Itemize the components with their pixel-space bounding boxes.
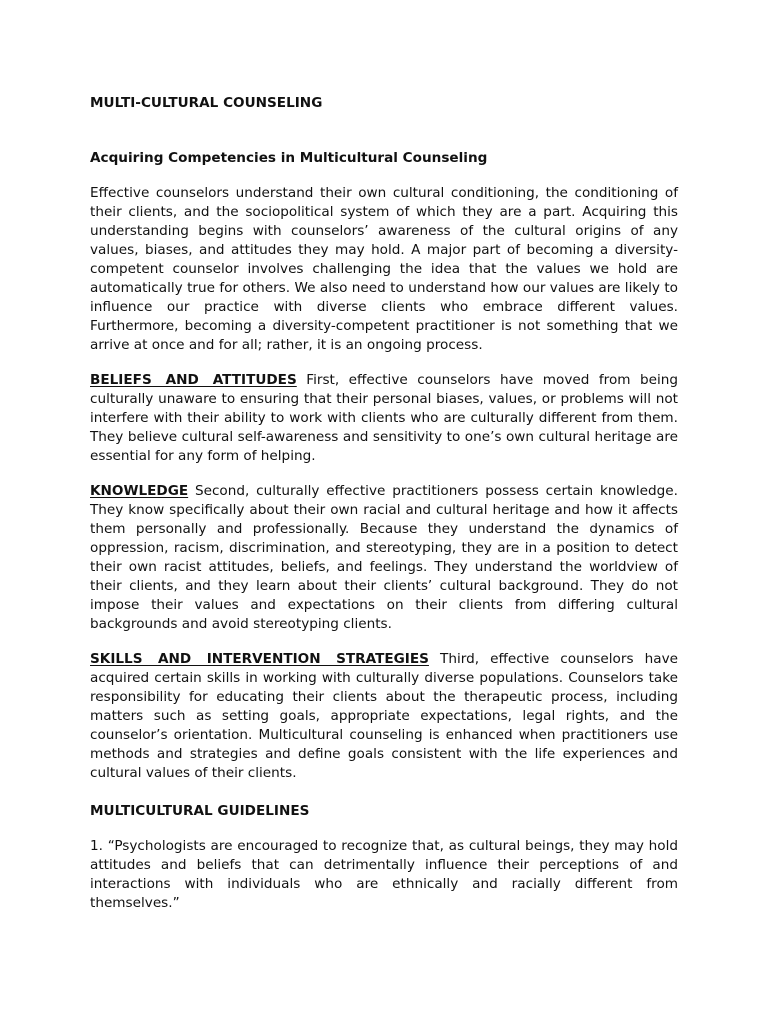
beliefs-attitudes-heading: BELIEFS AND ATTITUDES [90,372,297,388]
knowledge-paragraph [90,482,678,634]
guidelines-heading: MULTICULTURAL GUIDELINES [90,803,310,819]
skills-strategies-heading: SKILLS AND INTERVENTION STRATEGIES [90,651,429,667]
beliefs-attitudes-paragraph [90,371,678,466]
skills-strategies-paragraph [90,650,678,783]
knowledge-text: Second, culturally effective practitioners possess certain knowledge. They know specifically about their own racial and cultural heritage and how it affects them personally and professionally. Because they understand the dynamics of oppression, racism, discrimination, and stereotyping, they are in a position to detect their own racist attitudes, beliefs, and feelings. They understand the worldview of their clients, and they learn about their clients’ cultural background. They do not impose their values and expectations on their clients from differing cultural backgrounds and avoid stereotyping clients. [90,483,678,632]
guideline-item: 1. “Psychologists are encouraged to recognize that, as cultural beings, they may hold attitudes and beliefs that can detrimentally influence their perceptions of and interactions with individuals who are ethnically and racially different from themselves.” [90,838,678,911]
document-page [90,94,678,913]
knowledge-heading: KNOWLEDGE [90,483,189,499]
intro-paragraph: Effective counselors understand their own cultural conditioning, the conditioning of their clients, and the sociopolitical system of which they are a part. Acquiring this understanding begins with counselors’ awareness of the cultural origins of any values, biases, and attitudes they may hold. A major part of becoming a diversity-competent counselor involves challenging the idea that the values we hold are automatically true for others. We also need to understand how our values are likely to influence our practice with diverse clients who embrace different values. Furthermore, becoming a diversity-competent practitioner is not something that we arrive at once and for all; rather, it is an ongoing process. [90,185,678,353]
skills-strategies-text: Third, effective counselors have acquired certain skills in working with culturally diverse populations. Counselors take responsibility for educating their clients about the therapeutic process, including matters such as setting goals, appropriate expectations, legal rights, and the counselor’s orientation. Multicultural counseling is enhanced when practitioners use methods and strategies and define goals consistent with the life experiences and cultural values of their clients. [90,651,678,781]
document-subtitle: Acquiring Competencies in Multicultural Counseling [90,150,488,166]
beliefs-attitudes-text: First, effective counselors have moved from being culturally unaware to ensuring that their personal biases, values, or problems will not interfere with their ability to work with clients who are culturally different from them. They believe cultural self-awareness and sensitivity to one’s own cultural heritage are essential for any form of helping. [90,372,678,464]
document-title: MULTI-CULTURAL COUNSELING [90,95,323,111]
